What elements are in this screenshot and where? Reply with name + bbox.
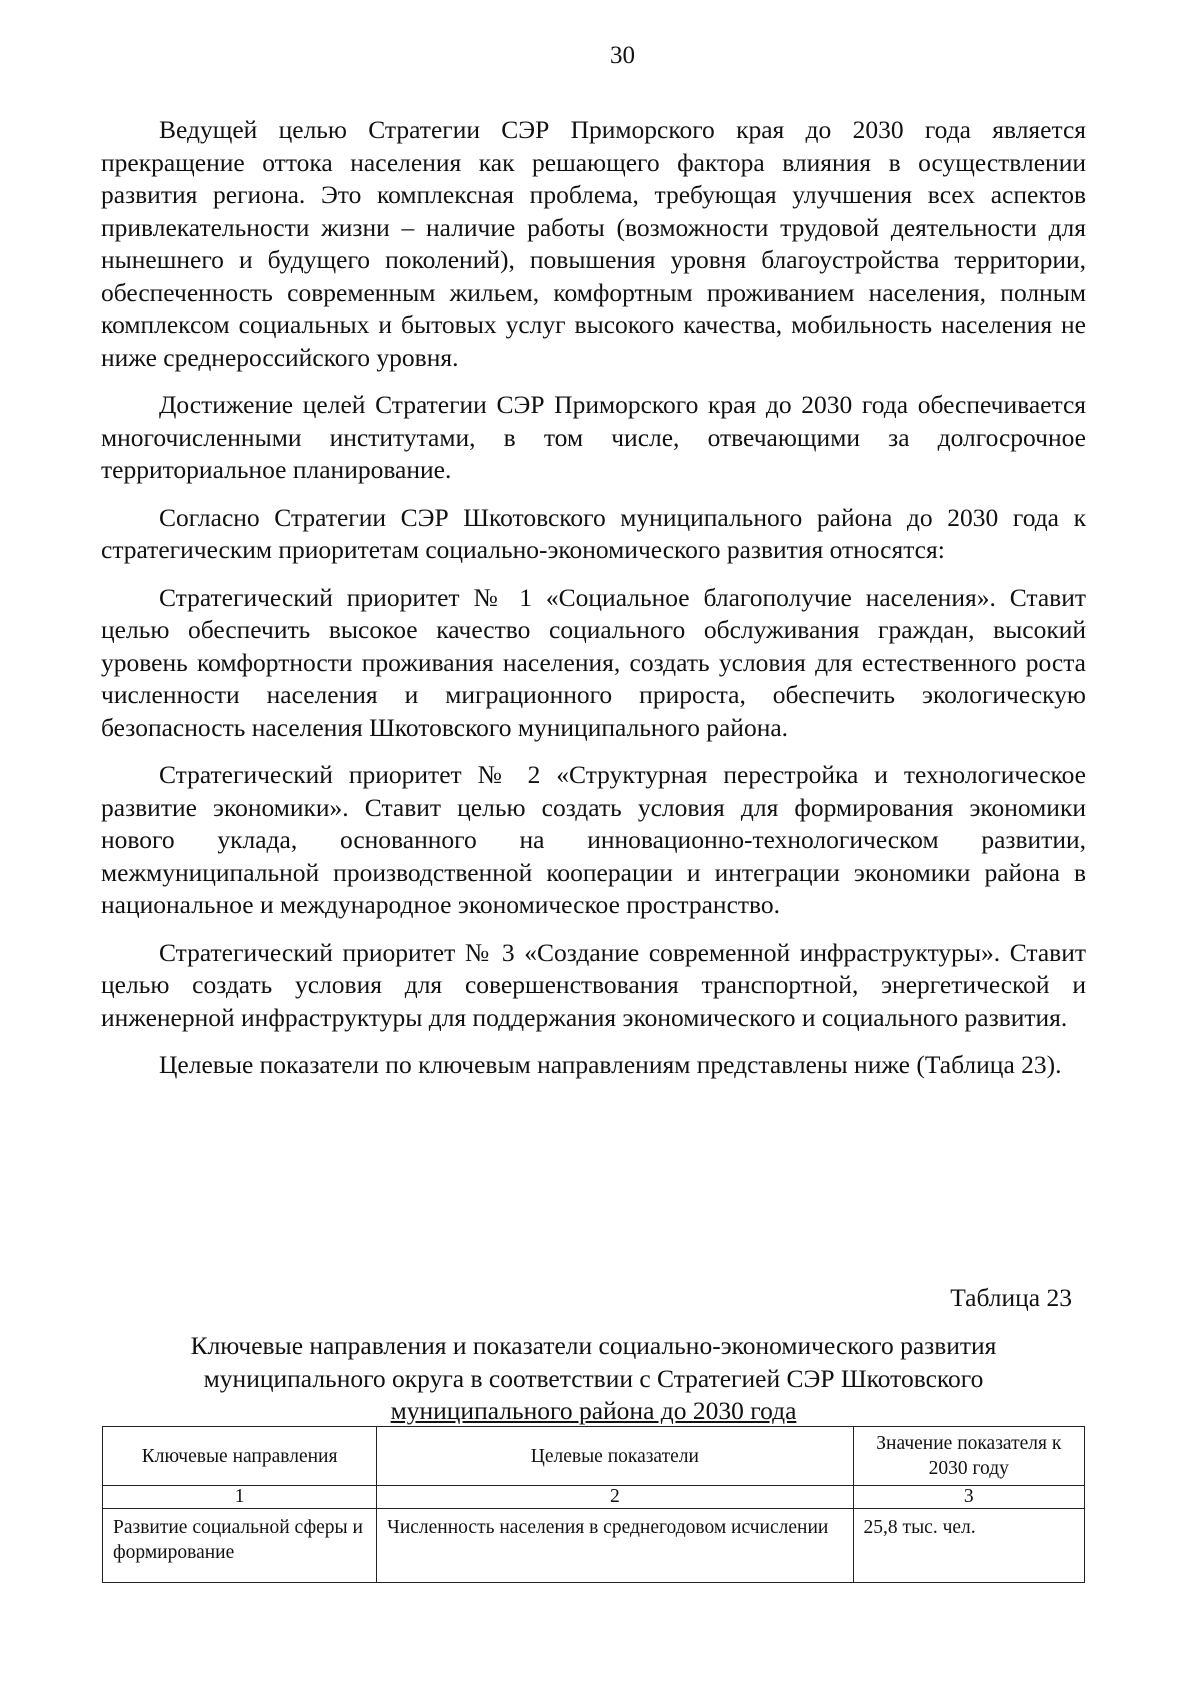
body-text — [101, 114, 1086, 1097]
indicators-table — [102, 1426, 1085, 1583]
paragraph-shkotovsky-priorities: Согласно Стратегии СЭР Шкотовского муниципального района до 2030 года к стратегическим приоритетам социально-экономического развития относятся: — [101, 502, 1086, 564]
cell-value: 25,8 тыс. чел. — [853, 1509, 1084, 1583]
table-title-line: муниципального района до 2030 года — [390, 1396, 797, 1425]
header-value-2030: Значение показателя к 2030 году — [853, 1427, 1084, 1486]
table-title-line: Ключевые направления и показатели социально-экономического развития — [190, 1331, 997, 1360]
table-label: Таблица 23 — [950, 1283, 1072, 1312]
table-row — [103, 1509, 1085, 1583]
paragraph-priority-3: Стратегический приоритет № 3 «Создание современной инфраструктуры». Ставит целью создать условия для совершенствования транспортной, энергетической и инженерной инфраструктуры для поддержания экономического и социального развития. — [101, 937, 1086, 1032]
column-number: 3 — [853, 1486, 1084, 1509]
page-number: 30 — [610, 42, 635, 69]
column-number: 1 — [103, 1486, 377, 1509]
paragraph-priority-2: Стратегический приоритет № 2 «Структурная перестройка и технологическое развитие экономики». Ставит целью создать условия для формирования экономики нового уклада, основанного на инновационно-технологическом развитии, межмуниципальной производственной кооперации и интеграции экономики района в национальное и международное экономическое пространство. — [101, 760, 1086, 919]
table-header-row — [103, 1427, 1085, 1486]
cell-indicator: Численность населения в среднегодовом исчислении — [377, 1509, 853, 1583]
table-column-numbers-row — [103, 1486, 1085, 1509]
paragraph-strategy-achievement: Достижение целей Стратегии СЭР Приморского края до 2030 года обеспечивается многочисленными институтами, в том числе, отвечающими за долгосрочное территориальное планирование. — [101, 390, 1086, 484]
column-number: 2 — [377, 1486, 853, 1509]
paragraph-priority-1: Стратегический приоритет № 1 «Социальное благополучие населения». Ставит целью обеспечить высокое качество социального обслуживания граждан, высокий уровень комфортности проживания населения, создать условия для естественного роста численности населения и миграционного прироста, обеспечить экологическую безопасность населения Шкотовского муниципального района. — [101, 582, 1086, 742]
header-target-indicators: Целевые показатели — [377, 1427, 853, 1486]
header-key-directions: Ключевые направления — [103, 1427, 377, 1486]
paragraph-target-indicators: Целевые показатели по ключевым направлениям представлены ниже (Таблица 23). — [159, 1050, 1062, 1079]
cell-direction: Развитие социальной сферы и формирование — [103, 1509, 377, 1583]
table-title — [101, 1330, 1086, 1428]
paragraph-strategy-goal: Ведущей целью Стратегии СЭР Приморского края до 2030 года является прекращение оттока населения как решающего фактора влияния в осуществлении развития региона. Это комплексная проблема, требующая улучшения всех аспектов привлекательности жизни – наличие работы (возможности трудовой деятельности для нынешнего и будущего поколений), повышения уровня благоустройства территории, обеспеченность современным жильем, комфортным проживанием населения, полным комплексом социальных и бытовых услуг высокого качества, мобильность населения не ниже среднероссийского уровня. — [101, 115, 1086, 372]
table-title-line: муниципального округа в соответствии с Стратегией СЭР Шкотовского — [203, 1363, 984, 1393]
